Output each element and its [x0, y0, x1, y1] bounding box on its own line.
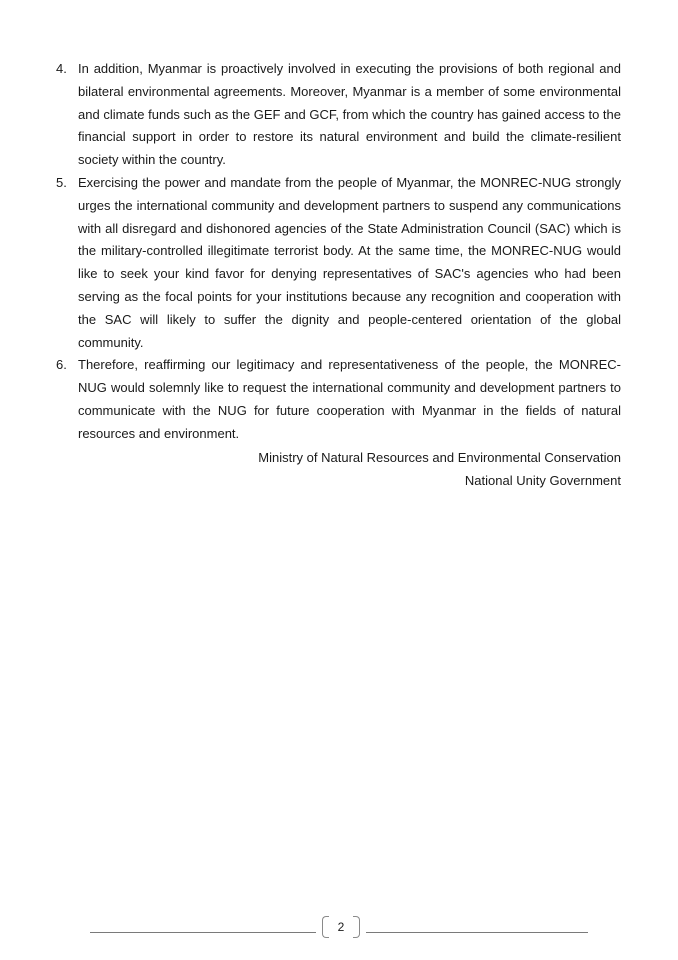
- signature-government: National Unity Government: [464, 473, 621, 488]
- signature-ministry: Ministry of Natural Resources and Environmental Conservation: [258, 450, 621, 465]
- list-item-number: 5.: [56, 174, 67, 190]
- footer-rule-left: [90, 932, 316, 933]
- numbered-list: [56, 58, 621, 446]
- list-item: [56, 354, 621, 445]
- list-item-text: In addition, Myanmar is proactively involved in executing the provisions of both regional and bilateral environmental agreements. Moreover, Myanmar is a member of some environmental and climate funds such as the GEF and GCF, from which the country has gained access to the financial support in order to restore its natural environment and build the climate-resilient society within the country.: [78, 61, 621, 168]
- list-item-text: Therefore, reaffirming our legitimacy and representativeness of the people, the MONREC-NUG would solemnly like to request the international community and development partners to communicate with the NUG for future cooperation with Myanmar in the fields of natural resources and environment.: [78, 357, 621, 441]
- list-item-number: 6.: [56, 357, 67, 373]
- right-bracket-icon: [353, 916, 360, 938]
- list-item: [56, 172, 621, 354]
- signature-block: [258, 446, 621, 492]
- footer-rule-right: [366, 932, 588, 933]
- page-number: 2: [337, 920, 345, 934]
- list-item-text: Exercising the power and mandate from the people of Myanmar, the MONREC-NUG strongly urges the international community and development partners to suspend any communications with all disregard and dishonored agencies of the State Administration Council (SAC) which is the military-controlled illegitimate terrorist body. At the same time, the MONREC-NUG would like to seek your kind favor for denying representatives of SAC's agencies who had been serving as the focal points for your institutions because any recognition and cooperation with the SAC will likely to suffer the dignity and people-centered orientation of the global community.: [78, 174, 621, 350]
- list-item: [56, 58, 621, 172]
- page-footer: [90, 914, 588, 942]
- page-number-frame: [318, 914, 364, 942]
- list-item-number: 4.: [56, 61, 67, 76]
